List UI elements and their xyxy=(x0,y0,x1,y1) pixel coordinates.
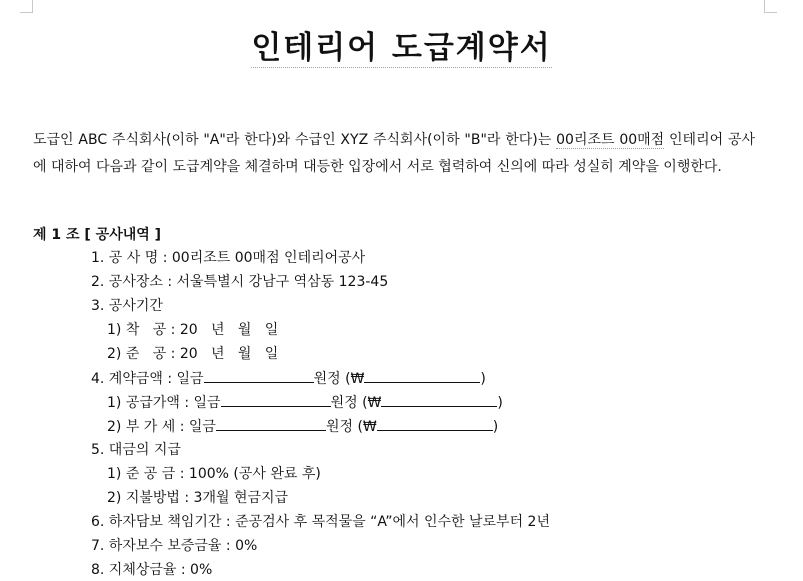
item-warranty-period: 6. 하자담보 책임기간 : 준공검사 후 목적물을 “A”에서 인수한 날로부터 2년 xyxy=(91,514,550,530)
supply-korean-blank xyxy=(221,392,331,407)
item-completion-date: 2) 준 공 : 20 년 월 일 xyxy=(107,346,279,362)
page-corner-mark-left xyxy=(20,0,33,13)
intro-text-part2: 인테리어 공사에 대하여 다음과 같이 도급계약을 체결하며 대등한 입장에서 서로 협력하여 신의에 따라 성실히 계약을 이행한다. xyxy=(33,132,755,175)
item-delay-penalty-rate: 8. 지체상금율 : 0% xyxy=(91,562,213,578)
item-project-period: 3. 공사기간 xyxy=(91,298,163,314)
contract-intro-paragraph xyxy=(33,127,755,181)
page-corner-mark-right xyxy=(764,0,777,13)
item-project-name: 1. 공 사 명 : 00리조트 00매점 인테리어공사 xyxy=(91,250,366,266)
item-completion-payment: 1) 준 공 금 : 100% (공사 완료 후) xyxy=(107,466,321,482)
supply-won-blank xyxy=(381,392,497,407)
item-start-date: 1) 착 공 : 20 년 월 일 xyxy=(107,322,279,338)
amount-won-blank xyxy=(364,368,480,383)
item-project-location: 2. 공사장소 : 서울특별시 강남구 역삼동 123-45 xyxy=(91,274,389,290)
amount-korean-blank xyxy=(204,368,314,383)
vat-won-blank xyxy=(377,416,493,431)
intro-project-name: 00리조트 00매점 xyxy=(556,132,665,148)
item-contract-amount: 4. 계약금액 : 일금 원정 (₩ ) xyxy=(91,368,486,389)
vat-korean-blank xyxy=(216,416,326,431)
item-supply-amount: 1) 공급가액 : 일금 원정 (₩ ) xyxy=(107,392,503,413)
article-1-heading: 제 1 조 [ 공사내역 ] xyxy=(33,227,162,243)
document-title: 인테리어 도급계약서 xyxy=(251,30,552,66)
intro-text-part1: 도급인 ABC 주식회사(이하 "A"라 한다)와 수급인 XYZ 주식회사(이하 "B"라 한다)는 xyxy=(33,132,557,148)
item-payment: 5. 대금의 지급 xyxy=(91,442,181,458)
item-payment-method: 2) 지불방법 : 3개월 현금지급 xyxy=(107,490,289,506)
item-warranty-deposit-rate: 7. 하자보수 보증금율 : 0% xyxy=(91,538,258,554)
item-vat-amount: 2) 부 가 세 : 일금 원정 (₩ ) xyxy=(107,416,498,437)
